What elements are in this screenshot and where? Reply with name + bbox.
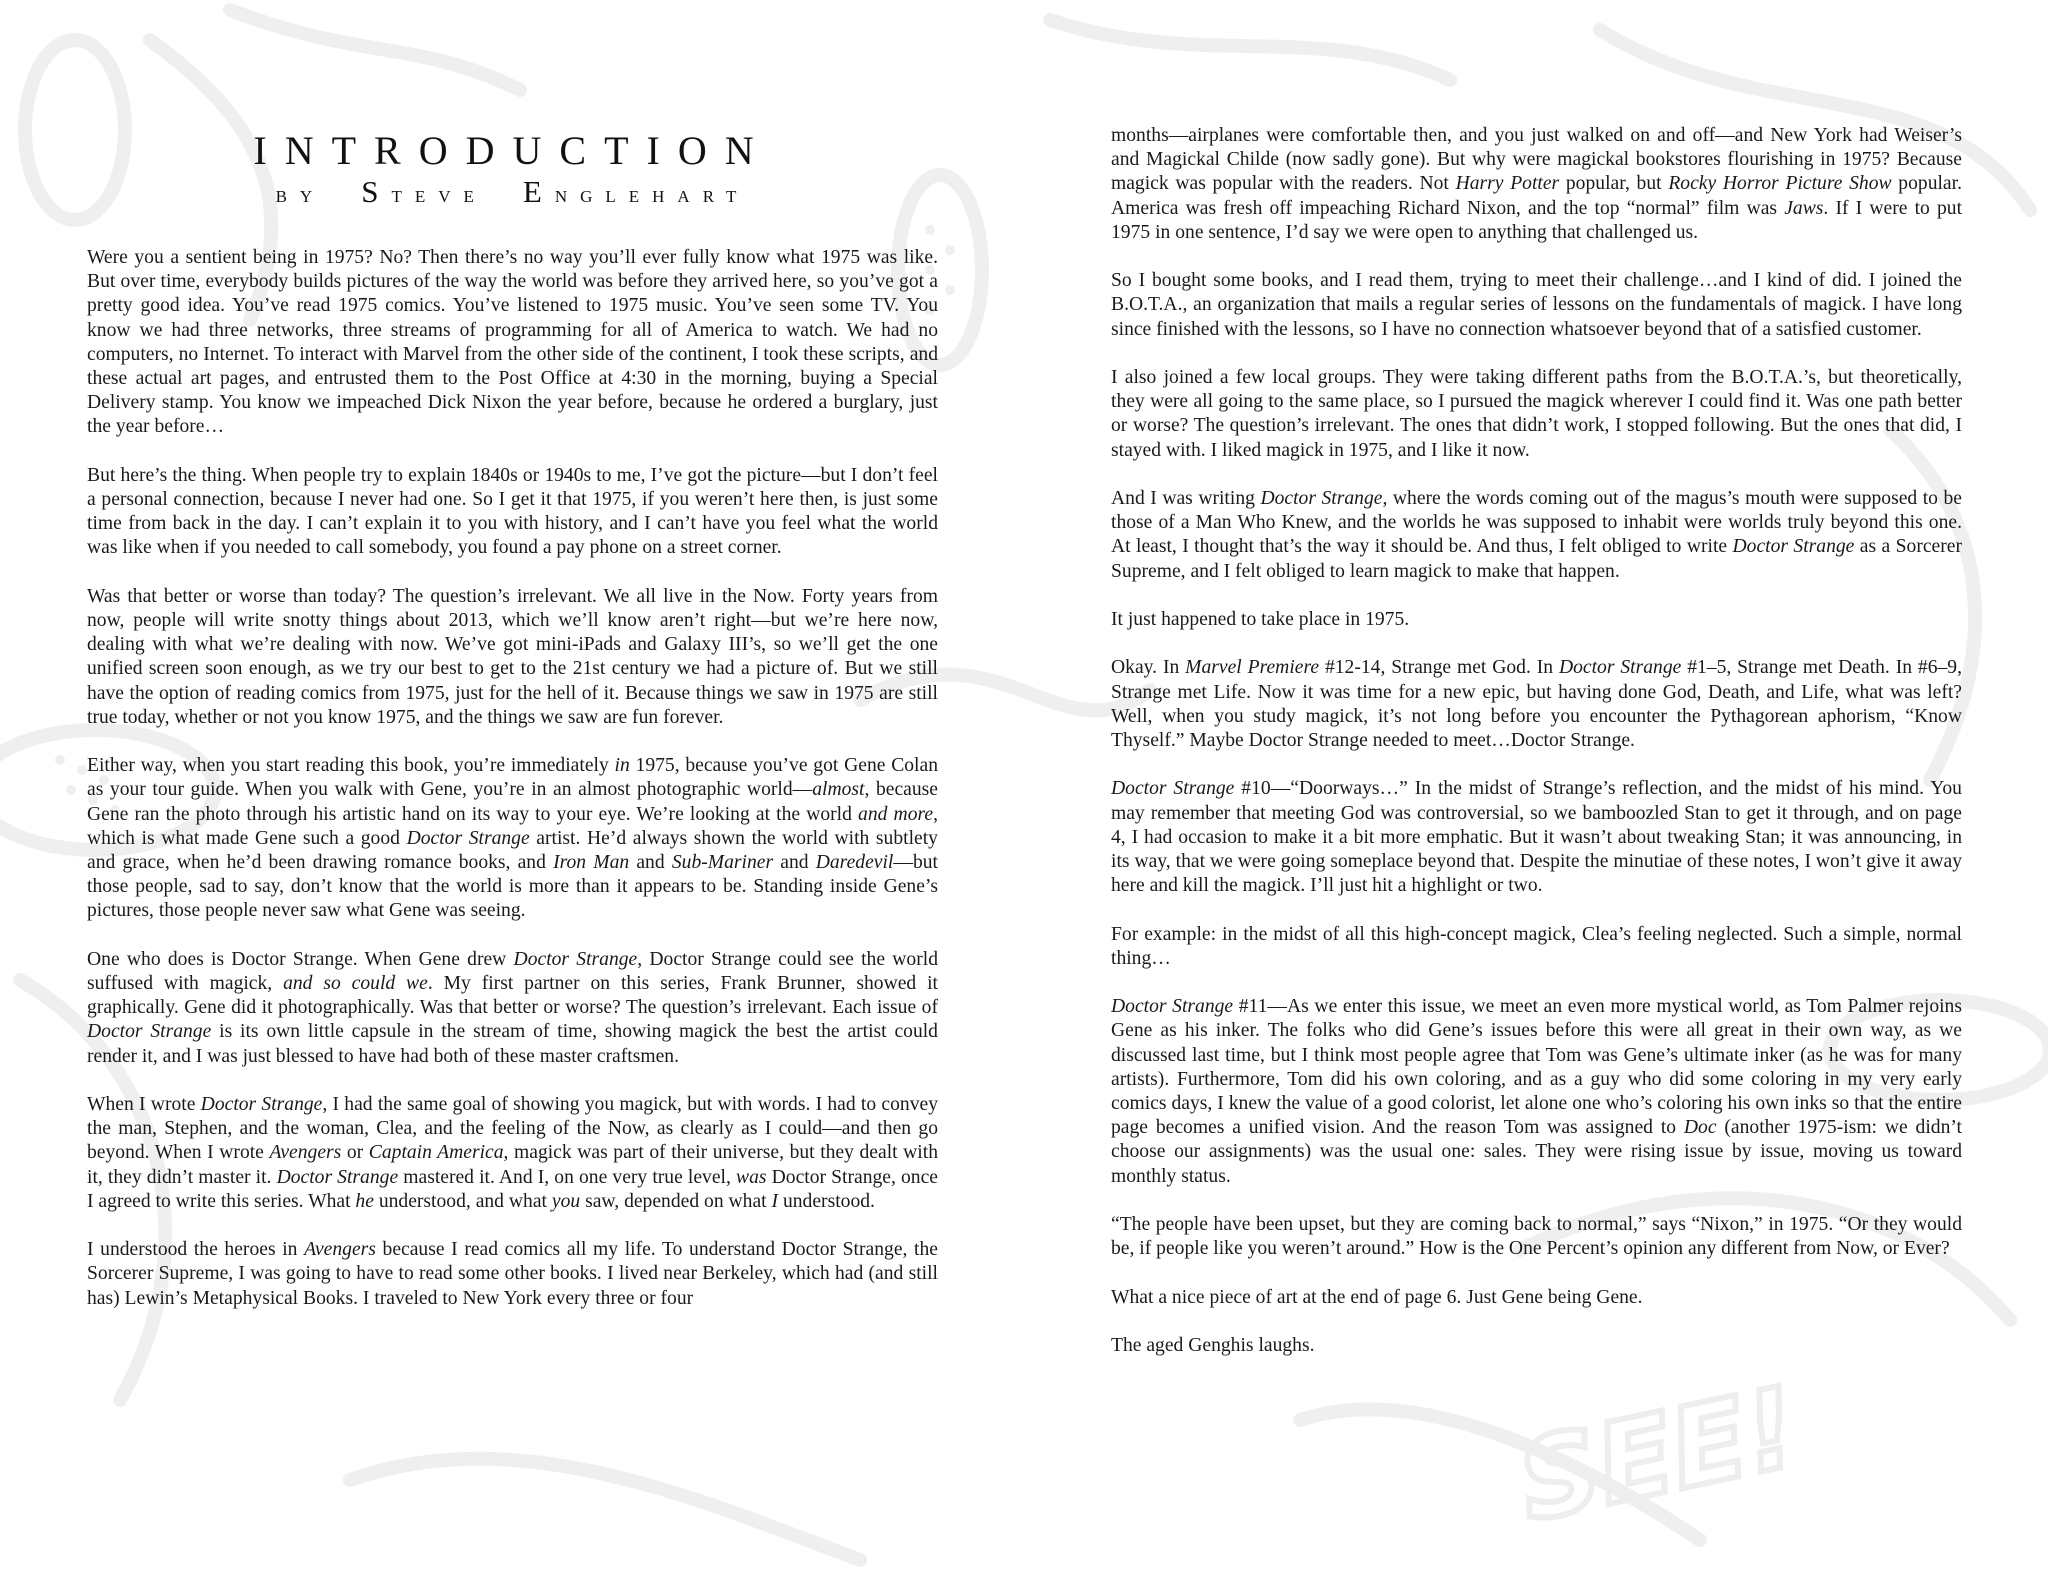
paragraph: I understood the heroes in Avengers because I read comics all my life. To understand Doctor Strange, the Sorcerer Supreme, I was going to have to read some other books. I lived near Berkeley, which had (and still has) Lewin’s Metaphysical Books. I traveled to New York every three or four [87,1239,938,1309]
paragraph: Doctor Strange #10—“Doorways…” In the midst of Strange’s reflection, and the midst of his mind. You may remember that meeting God was controversial, so we bamboozled Stan to get it through, and on page 4, I had occasion to make it a bit more emphatic. But it wasn’t about tweaking Stan; it was announcing, in its way, that we were going someplace beyond that. Despite the minutiae of these notes, I won’t give it away here and kill the magick. I’ll just hit a highlight or two. [1111,778,1962,897]
paragraph: Okay. In Marvel Premiere #12-14, Strange met God. In Doctor Strange #1–5, Strange met Death. In #6–9, Strange met Life. Now it was time for a new epic, but having done God, Death, and Life, what was left? Well, when you study magick, it’s not long before you encounter the Pythagorean aphorism, “Know Thyself.” Maybe Doctor Strange needed to meet…Doctor Strange. [1111,657,1962,751]
paragraph: One who does is Doctor Strange. When Gene drew Doctor Strange, Doctor Strange could see the world suffused with magick, and so could we. My first partner on this series, Frank Brunner, showed it graphically. Gene did it photographically. Was that better or worse? The question’s irrelevant. Each issue of Doctor Strange is its own little capsule in the stream of time, showing magick the best the artist could render it, and I was just blessed to have had both of these master craftsmen. [87,948,938,1067]
paragraph: And I was writing Doctor Strange, where the words coming out of the magus’s mouth were supposed to be those of a Man Who Knew, and the worlds he was supposed to inhabit were worlds truly beyond this one. At least, I thought that’s the way it should be. And thus, I felt obliged to write Doctor Strange as a Sorcerer Supreme, and I felt obliged to learn magick to make that happen. [1111,488,1962,582]
paragraph: months—airplanes were comfortable then, and you just walked on and off—and New York had Weiser’s and Magickal Childe (now sadly gone). But why were magickal bookstores flourishing in 1975? Because magick was popular with the readers. Not Harry Potter popular, but Rocky Horror Picture Show popular. America was fresh off impeaching Richard Nixon, and the top “normal” film was Jaws. If I were to put 1975 in one sentence, I’d say we were open to anything that challenged us. [1111,125,1963,243]
line-art-curve [230,10,520,90]
paragraph: For example: in the midst of all this high-concept magick, Clea’s feeling neglected. Such a simple, normal thing… [1111,923,1962,969]
title-block [87,128,938,213]
byline-first-name: Steve [361,174,487,209]
byline-prefix: by [275,182,326,208]
paragraph: But here’s the thing. When people try to explain 1840s or 1940s to me, I’ve got the picture—but I don’t feel a personal connection, because I never had one. So I get it that 1975, if you weren’t here then, is just some time from back in the day. I can’t explain it to you with history, and I can’t have you feel what the world was like when if you needed to call somebody, you found a pay phone on a street corner. [87,464,938,559]
paragraph: So I bought some books, and I read them, trying to meet their challenge…and I kind of did. I joined the B.O.T.A., an organization that mails a regular series of lessons on the fundamentals of magick. I have long since finished with the lessons, so I have no connection whatsoever beyond that of a satisfied customer. [1111,270,1962,340]
line-art-curve [350,1459,860,1560]
paragraph: Either way, when you start reading this book, you’re immediately in 1975, because you’ve got Gene Colan as your tour guide. When you walk with Gene, you’re in an almost photographic world—almost, because Gene ran the photo through his artistic hand on its way to your eye. We’re looking at the world and more, which is what made Gene such a good Doctor Strange artist. He’d always shown the world with subtlety and grace, when he’d been drawing romance books, and Iron Man and Sub-Mariner and Daredevil—but those people, sad to say, don’t know that the world is more than it appears to be. Standing inside Gene’s pictures, those people never saw what Gene was seeing. [87,755,938,922]
paragraph: “The people have been upset, but they are coming back to normal,” says “Nixon,” in 1975. “Or they would be, if people like you weren’t around.” How is the One Percent’s opinion any different from Now, or Ever? [1111,1214,1962,1260]
watermark-see: SEE! [1507,1362,1809,1547]
paragraph: What a nice piece of art at the end of page 6. Just Gene being Gene. [1111,1286,1643,1308]
paragraph: Was that better or worse than today? The question’s irrelevant. We all live in the Now. Forty years from now, people will write snotty things about 2013, which we’ll know aren’t right—but we’re here now, dealing with what we’re dealing with now. We’ve got mini-iPads and Galaxy III’s, so we’ll get the one unified screen soon enough, as we try our best to get to the 21st century we had a picture of. But we still have the option of reading comics from 1975, just for the hell of it. Because things we saw in 1975 are still true today, whether or not you know 1975, and the things we saw are fun forever. [87,585,938,728]
paragraph: Doctor Strange #11—As we enter this issue, we meet an even more mystical world, as Tom Palmer rejoins Gene as his inker. The folks who did Gene’s issues before this were all great in their own way, as we discussed last time, but I think most people agree that Tom was Gene’s ultimate inker (as he was for many artists). Furthermore, Tom did his own coloring, and as a guy who did some coloring in my very early comics days, I knew the value of a good colorist, let alone one who’s coloring his own inks so that the entire page becomes a unified vision. And the reason Tom was assigned to Doc (another 1975-ism: we didn’t choose our assignments) was the usual one: sales. They were rising issue by issue, moving us toward monthly status. [1111,996,1962,1187]
paragraph: The aged Genghis laughs. [1111,1334,1315,1356]
left-column [87,246,938,1311]
paragraph: Were you a sentient being in 1975? No? Then there’s no way you’ll ever fully know what 1975 was like. But over time, everybody builds pictures of the way the world was before they arrived here, so you’ve got a pretty good idea. You’ve read 1975 comics. You’ve listened to 1975 music. You’ve seen some TV. You know we had three networks, three streams of programming for all of America to watch. We had no computers, no Internet. To interact with Marvel from the other side of the continent, I took these scripts, and these actual art pages, and entrusted them to the Post Office at 4:30 in the morning, buying a Special Delivery stamp. You know we impeached Dick Nixon the year before, because he ordered a burglary, just the year before… [87,247,938,438]
paragraph: When I wrote Doctor Strange, I had the same goal of showing you magick, but with words. I had to convey the man, Stephen, and the woman, Clea, and the feeling of the Now, as clearly as I could—and then go beyond. When I wrote Avengers or Captain America, magick was part of their universe, but they dealt with it, they didn’t master it. Doctor Strange mastered it. And I, on one very true level, was Doctor Strange, once I agreed to write this series. What he understood, and what you saw, depended on what I understood. [87,1094,939,1212]
right-column [1111,124,1962,1358]
page-title: INTRODUCTION [253,128,772,173]
line-art-curve [1050,20,1450,80]
paragraph: I also joined a few local groups. They were taking different paths from the B.O.T.A.’s, but theoretically, they were all going to the same place, so I pursued the magick wherever I could find it. Was one path better or worse? The question’s irrelevant. The ones that didn’t work, I stopped following. But the ones that did, I stayed with. I liked magick in 1975, and I like it now. [1111,367,1962,461]
byline-last-name: Englehart [522,174,750,209]
byline [87,174,938,213]
paragraph: It just happened to take place in 1975. [1111,609,1410,630]
